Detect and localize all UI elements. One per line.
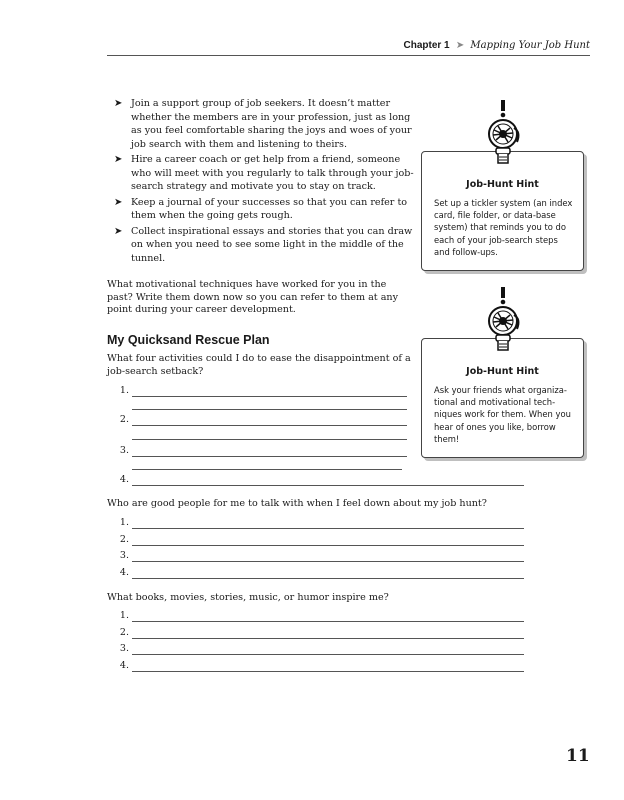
item-number: 2. <box>119 534 129 545</box>
answer-row <box>107 610 524 622</box>
chapter-label: Chapter 1 <box>403 40 450 51</box>
item-number: 3. <box>119 550 129 561</box>
magnifier-hint-icon <box>483 287 523 355</box>
list-item <box>114 196 414 223</box>
answer-blank[interactable] <box>132 408 407 410</box>
header-divider <box>107 55 590 56</box>
answer-row <box>107 534 524 546</box>
hint-box <box>421 338 584 458</box>
item-number: 3. <box>119 643 129 654</box>
answer-row <box>107 627 524 639</box>
item-number: 1. <box>119 385 129 396</box>
answer-row <box>107 445 407 457</box>
answer-blank[interactable] <box>132 388 407 397</box>
item-number: 2. <box>119 414 129 425</box>
hint-title: Job-Hunt Hint <box>466 366 539 377</box>
answer-blank[interactable] <box>132 646 524 655</box>
answer-blank[interactable] <box>132 448 407 457</box>
item-number: 3. <box>119 445 129 456</box>
answer-blank[interactable] <box>132 520 524 529</box>
section-title: My Quicksand Rescue Plan <box>107 333 270 347</box>
magnifier-hint-icon <box>483 100 523 168</box>
answer-blank[interactable] <box>132 630 524 639</box>
bullet-text: Hire a career coach or get help from a friend, someone who will meet with you regularly to talk through your job-search strategy and motivate you to stay on track. <box>131 154 414 192</box>
bullet-text: Join a support group of job seekers. It doesn’t matter whether the members are in your profession, just as long as you feel comfortable sharing the joys and woes of your job search with them and listening to theirs. <box>131 98 412 150</box>
answer-blank[interactable] <box>132 570 524 579</box>
hint-box <box>421 151 584 271</box>
chapter-subtitle: Mapping Your Job Hunt <box>470 40 590 51</box>
answer-blank[interactable] <box>132 468 402 470</box>
motivational-prompt: What motivational techniques have worked for you in the past? Write them down now so you can refer to them at any point during your career development. <box>107 279 399 315</box>
answer-row <box>107 414 407 426</box>
question-3: What books, movies, stories, music, or humor inspire me? <box>107 592 389 603</box>
item-number: 1. <box>119 610 129 621</box>
item-number: 4. <box>119 660 129 671</box>
bullet-text: Keep a journal of your successes so that you can refer to them when the going gets rough. <box>131 196 408 221</box>
answer-blank[interactable] <box>132 613 524 622</box>
list-item <box>114 225 414 266</box>
answer-blank[interactable] <box>132 553 524 562</box>
answer-row <box>107 550 524 562</box>
answer-blank[interactable] <box>132 537 524 546</box>
hint-body: Set up a tickler system (an index card, file folder, or data-base system) that reminds you to do each of your job-search steps and follow-ups. <box>434 198 573 257</box>
answer-row <box>107 660 524 672</box>
list-item <box>114 153 414 194</box>
arrow-icon: ➤ <box>455 40 465 51</box>
answer-blank[interactable] <box>132 438 407 440</box>
item-number: 4. <box>119 474 129 485</box>
question-1: What four activities could I do to ease the disappointment of a job-search setback? <box>107 353 411 377</box>
hint-title: Job-Hunt Hint <box>466 179 539 190</box>
bullet-text: Collect inspirational essays and stories that you can draw on when you need to see some light in the middle of the tunnel. <box>131 225 413 264</box>
answer-row <box>107 517 524 529</box>
bullet-list <box>114 97 414 267</box>
item-number: 1. <box>119 517 129 528</box>
page-number: 11 <box>566 746 590 766</box>
arrow-bullet-icon: ➤ <box>114 98 123 109</box>
running-header <box>400 40 590 51</box>
item-number: 4. <box>119 567 129 578</box>
answer-blank[interactable] <box>132 663 524 672</box>
question-2: Who are good people for me to talk with when I feel down about my job hunt? <box>107 498 487 509</box>
arrow-bullet-icon: ➤ <box>114 225 123 237</box>
answer-blank[interactable] <box>132 417 407 426</box>
hint-body: Ask your friends what organiza-tional and motivational tech-niques work for them. When you hear of ones you like, borrow them! <box>434 385 571 444</box>
arrow-bullet-icon: ➤ <box>114 154 123 165</box>
answer-row <box>107 385 407 397</box>
item-number: 2. <box>119 627 129 638</box>
answer-row <box>107 643 524 655</box>
answer-row <box>107 567 524 579</box>
answer-blank[interactable] <box>132 477 524 486</box>
answer-row <box>107 474 524 486</box>
arrow-bullet-icon: ➤ <box>114 196 123 208</box>
list-item <box>114 97 414 151</box>
